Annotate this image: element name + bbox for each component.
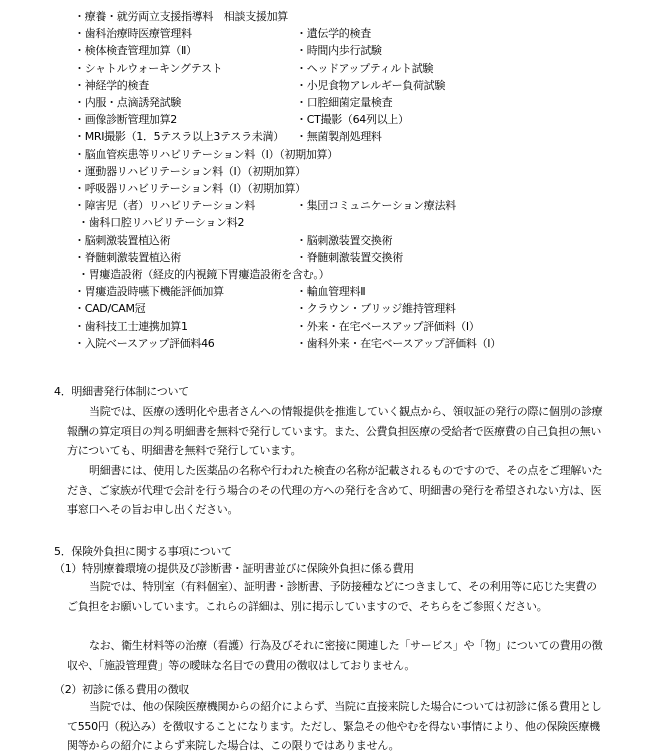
list-item: ・脳刺激装置植込術 xyxy=(74,233,171,247)
list-item: ・シャトルウォーキングテスト xyxy=(74,61,223,75)
list-item: ・MRI撮影（1．5テスラ以上3テスラ未満） xyxy=(74,130,284,144)
section-5-heading: 5．保険外負担に関する事項について xyxy=(54,545,232,558)
list-item: ・胃瘻造設時嚥下機能評価加算 xyxy=(74,285,224,299)
list-item: ・無菌製剤処理料 xyxy=(296,130,382,144)
list-item: ・脳刺激装置交換術 xyxy=(296,233,393,247)
section-5-2-heading: （2）初診に係る費用の徴収 xyxy=(54,683,190,696)
section-5-1-paragraph-1: 当院では、特別室（有料個室）、証明書・診断書、予防接種などにつきまして、その利用等に応じた実費のご負担をお願いしています。これらの詳細は、別に掲示していますので、そちらをご参照ください。 xyxy=(67,580,597,613)
list-item: ・脊髄刺激装置交換術 xyxy=(296,250,403,264)
list-item: ・内服・点滴誘発試験 xyxy=(74,96,181,109)
section-5-2-paragraph-1: 当院では、他の保険医療機関からの紹介によらず、当院に直接来院した場合については初診に係る費用として550円（税込み）を徴収することになります。ただし、緊急その他やむを得ない事情により、他の保険医療機関等からの紹介によらず来院した場合は、この限りではありません。 xyxy=(67,700,602,752)
section-4-paragraph-2: 明細書には、使用した医薬品の名称や行われた検査の名称が記載されるものですので、その点をご理解いただき、ご家族が代理で会計を行う場合のその代理の方への発行を含めて、明細書の発行を希望されない方は、医事窓口へその旨お申し出ください。 xyxy=(67,464,603,516)
list-item: ・歯科技工士連携加算1 xyxy=(74,319,188,333)
list-item: ・ヘッドアップティルト試験 xyxy=(296,61,434,75)
list-item: ・検体検査管理加算（Ⅱ） xyxy=(74,44,197,58)
list-item: ・歯科口腔リハビリテーション料2 xyxy=(78,216,245,230)
list-item: ・時間内歩行試験 xyxy=(296,44,382,58)
list-item: ・CAD/CAM冠 xyxy=(74,302,146,316)
section-5-1-heading: （1）特別療養環境の提供及び診断書・証明書並びに保険外負担に係る費用 xyxy=(54,562,414,575)
list-item: ・脳血管疾患等リハビリテーション料（Ⅰ）（初期加算） xyxy=(74,147,338,161)
list-item: ・脊髄刺激装置植込術 xyxy=(74,250,181,264)
list-item: ・呼吸器リハビリテーション料（Ⅰ）（初期加算） xyxy=(74,182,306,195)
list-item: ・遺伝学的検査 xyxy=(296,27,371,41)
section-4-paragraph-1: 当院では、医療の透明化や患者さんへの情報提供を推進していく観点から、領収証の発行の際に個別の診療報酬の算定項目の判る明細書を無料で発行しています。また、公費負担医療の受給者で医療費の自己負担の無い方についても、明細書を無料で発行しています。 xyxy=(67,405,603,457)
list-item: ・障害児（者）リハビリテーション料 xyxy=(74,199,255,213)
list-item: ・CT撮影（64列以上） xyxy=(296,113,409,127)
list-item: ・歯科治療時医療管理料 xyxy=(74,27,192,41)
section-5-1-paragraph-2: なお、衛生材料等の治療（看護）行為及びそれに密接に関連した「サービス」や「物」についての費用の徴収や、「施設管理費」等の曖昧な名目での費用の徴収はしておりません。 xyxy=(67,639,603,672)
list-item: ・入院ベースアップ評価料46 xyxy=(74,336,215,350)
list-item: ・歯科外来・在宅ベースアップ評価料（Ⅰ） xyxy=(296,336,501,350)
list-item: ・小児食物アレルギー負荷試験 xyxy=(296,78,446,92)
list-item: ・画像診断管理加算2 xyxy=(74,113,177,127)
list-item: ・クラウン・ブリッジ維持管理料 xyxy=(296,302,456,316)
list-item: ・運動器リハビリテーション料（Ⅰ）（初期加算） xyxy=(74,164,306,178)
list-item: ・療養・就労両立支援指導料 相談支援加算 xyxy=(74,10,288,23)
list-item: ・外来・在宅ベースアップ評価料（Ⅰ） xyxy=(296,319,480,333)
list-item: ・輸血管理料Ⅱ xyxy=(296,285,366,299)
list-item: ・胃瘻造設術（経皮的内視鏡下胃瘻造設術を含む。） xyxy=(78,268,330,281)
section-4-heading: 4．明細書発行体制について xyxy=(54,385,189,398)
list-item: ・神経学的検査 xyxy=(74,78,149,92)
list-item: ・集団コミュニケーション療法料 xyxy=(296,199,456,213)
list-item: ・口腔細菌定量検査 xyxy=(296,96,393,109)
